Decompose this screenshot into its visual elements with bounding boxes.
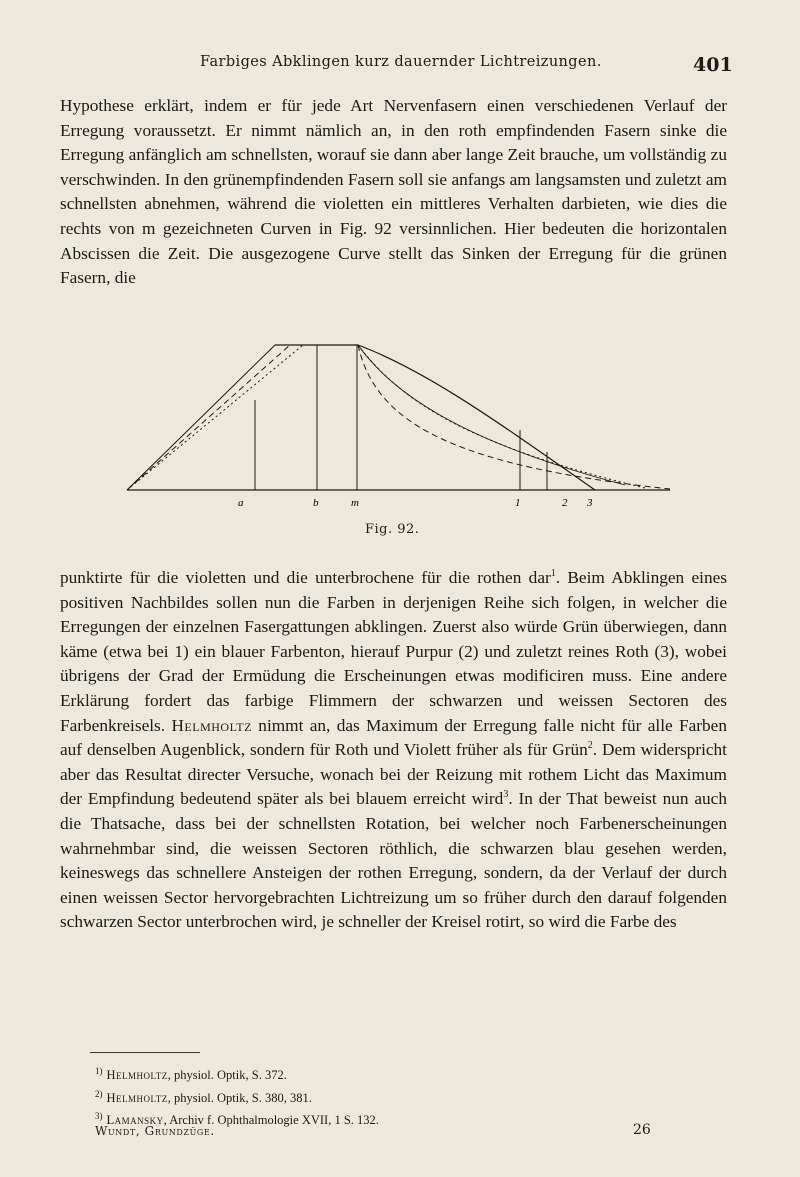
paragraph-2-part-a: punktirte für die violetten und die unterbrochene für die rothen dar <box>60 568 551 587</box>
running-title: Farbiges Abklingen kurz dauernder Lichtreizungen. <box>200 54 602 70</box>
rise-solid <box>127 345 275 490</box>
footnote-ref-3: 3 <box>503 789 509 801</box>
label-m: m <box>351 497 359 509</box>
figure-caption: Fig. 92. <box>365 522 420 537</box>
footnote-ref-2: 2 <box>587 740 593 752</box>
curve-violet-dotted <box>358 345 645 488</box>
paragraph-2-part-d: . Dem widerspricht aber das Resultat directer Versuche, wonach bei der Reizung mit rothem Licht das Maximum der Empfindung bedeutend später als bei blauem erreicht wird <box>60 740 727 809</box>
signature-mark: Wundt, Grundzüge. <box>95 1124 215 1138</box>
footnotes <box>95 1062 379 1130</box>
label-2: 2 <box>562 497 568 509</box>
footnote: $^{2)}$ Helmholtz, physiol. Optik, S. 380, 381. <box>95 1088 312 1105</box>
figure-92 <box>125 340 670 510</box>
paragraph-1: Hypothese erklärt, indem er für jede Art Nervenfasern einen verschiedenen Verlauf der Erregung voraussetzt. Er nimmt nämlich an, in den roth empfindenden Fasern sinke die Erregung anfänglich am schnellsten, worauf sie dann aber lange Zeit brauche, um vollständig zu verschwinden. In den grünempfindenden Fasern soll sie anfangs am langsamsten und zuletzt am schnellsten abnehmen, während die violetten ein mittleres Verhalten darbieten, wie dies die rechts von m gezeichneten Curven in Fig. 92 versinnlichen. Hier bedeuten die horizontalen Abscissen die Zeit. Die ausgezogene Curve stellt das Sinken der Erregung für die grünen Fasern, die <box>60 96 727 288</box>
footnote-rule <box>90 1052 200 1053</box>
footnote: $^{3)}$ Lamansky, Archiv f. Ophthalmologie XVII, 1 S. 132. <box>95 1111 379 1128</box>
label-b: b <box>313 497 319 509</box>
page-number: 401 <box>693 54 733 76</box>
sheet-number: 26 <box>633 1122 651 1138</box>
footnote-ref-1: 1 <box>550 568 556 580</box>
label-a: a <box>238 497 244 509</box>
paragraph-2-part-c: nimmt an, das Maximum der Erregung falle nicht für alle Farben auf denselben Augenblick, sondern für Roth und Violett früher als für Grün <box>60 715 727 760</box>
label-1: 1 <box>515 497 521 509</box>
rise-dashed <box>127 345 290 490</box>
paragraph-2-part-b: . Beim Abklingen eines positiven Nachbildes sollen nun die Farben in derjenigen Reihe sich folgen, in welcher die Erregungen der einzelnen Fasergattungen abklingen. Zuerst also würde Grün überwiegen, dann käme (etwa bei 1) ein blauer Farbenton, hierauf Purpur (2) und zuletzt reines Roth (3), wobei übrigens der Grad der Ermüdung die Erscheinungen etwas modificiren muss. Eine andere Erklärung fordert das farbige Flimmern der schwarzen und weissen Sectoren des Farbenkreisels. <box>60 568 728 735</box>
author-helmholtz: Helmholtz <box>171 715 252 735</box>
paragraph-2 <box>60 566 727 935</box>
rise-dotted <box>127 345 303 490</box>
curve-green-solid <box>358 345 595 490</box>
footnote: $^{1)}$ Helmholtz, physiol. Optik, S. 372. <box>95 1066 287 1083</box>
paragraph-2-part-e: . In der That beweist nun auch die Thatsache, dass bei der schnellsten Rotation, bei welcher noch Farbenerscheinungen wahrnehmbar sind, die weissen Sectoren röthlich, die schwarzen blau gesehen werden, keineswegs das schnellere Ansteigen der rothen Erregung, sondern, da der Verlauf der durch einen weissen Sector hervorgebrachten Lichtreizung um so früher durch den darauf folgenden schwarzen Sector unterbrochen wird, je schneller der Kreisel rotirt, so wird die Farbe des <box>60 789 727 932</box>
label-3: 3 <box>587 497 593 509</box>
curve-extra <box>358 345 625 485</box>
